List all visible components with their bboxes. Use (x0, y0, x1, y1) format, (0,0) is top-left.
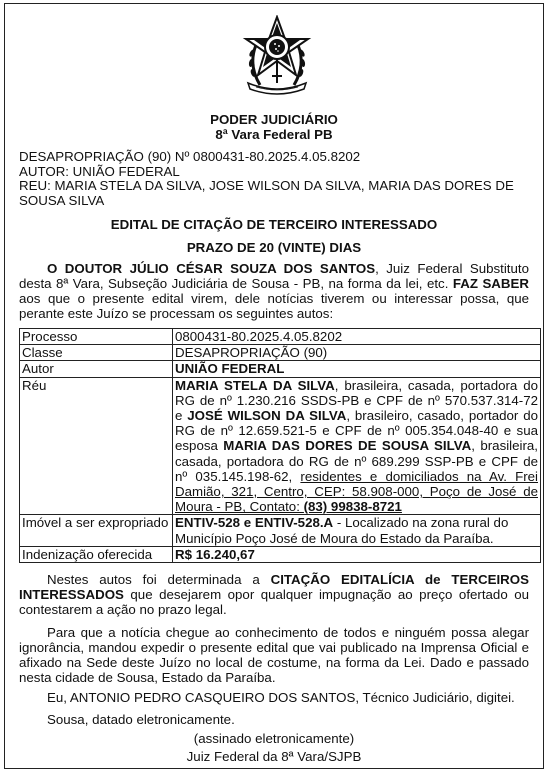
date-paragraph: Sousa, datado eletronicamente. (47, 712, 235, 727)
case-autor: AUTOR: UNIÃO FEDERAL (19, 163, 180, 179)
judge-name: O DOUTOR JÚLIO CÉSAR SOUZA DOS SANTOS (47, 261, 376, 276)
table-row-reu (20, 377, 541, 515)
value-indenizacao (173, 546, 541, 562)
case-details-table (19, 328, 541, 563)
table-row-classe (20, 345, 541, 361)
value-autor (173, 361, 541, 377)
table-row-processo (20, 329, 541, 345)
table-row-indenizacao (20, 546, 541, 562)
reu-address: residentes e domiciliados na Av. Frei Damião, 321, Centro, CEP: 58.908-000, Poço de José de Moura - PB, Contato: (175, 468, 538, 515)
citation-paragraph (19, 572, 529, 617)
autor-name: UNIÃO FEDERAL (175, 361, 285, 377)
case-number: DESAPROPRIAÇÃO (90) Nº 0800431-80.2025.4.05.8202 (19, 149, 361, 164)
reu-name-3: MARIA DAS DORES DE SOUSA SILVA (223, 438, 472, 454)
reu-text-3: , brasileira, casada, portadora do RG de nº 689.299 SSP-PB e CPF de nº 035.145.198-62, (175, 438, 538, 484)
typist-paragraph: Eu, ANTONIO PEDRO CASQUEIRO DOS SANTOS, Técnico Judiciário, digitei. (47, 690, 515, 705)
table-row-autor (20, 361, 541, 377)
intro-text-2: aos que o presente edital virem, dele notícias tiverem ou interessar possa, que perante este Juízo se processam os seguintes autos: (19, 291, 529, 321)
value-reu (173, 377, 541, 515)
imovel-text: - Localizado na zona rural do Município Poço José de Moura do Estado da Paraíba. (175, 515, 509, 546)
p2-bold: CITAÇÃO EDITALÍCIA de TERCEIROS INTERESSADOS (19, 572, 529, 602)
reu-name-1: MARIA STELA DA SILVA (175, 377, 335, 393)
label-imovel: Imóvel a ser expropriado (20, 515, 173, 546)
edital-frame (4, 3, 544, 769)
reu-phone: (83) 99838-8721 (303, 499, 402, 515)
label-processo: Processo (20, 329, 173, 345)
label-classe: Classe (20, 345, 173, 361)
case-reu: REU: MARIA STELA DA SILVA, JOSE WILSON DA SILVA, MARIA DAS DORES DE SOUSA SILVA (19, 178, 514, 209)
label-reu: Réu (20, 377, 173, 515)
intro-text-1: , Juiz Federal Substituto desta 8ª Vara, Subseção Judiciária de Sousa - PB, na forma da lei, etc. (19, 261, 529, 291)
p2-text-1: Nestes autos foi determinada a (47, 572, 271, 587)
intro-paragraph (19, 261, 529, 321)
signature-title: Juiz Federal da 8ª Vara/SJPB (186, 749, 362, 764)
edital-prazo: PRAZO DE 20 (VINTE) DIAS (186, 240, 362, 255)
court-heading: PODER JUDICIÁRIO (210, 112, 338, 127)
vara-heading: 8ª Vara Federal PB (215, 127, 333, 142)
reu-text-2: , brasileiro, casado, portador do RG de nº 12.659.521-5 e CPF de nº 005.354.048-40 e sua esposa (175, 408, 538, 454)
indenizacao-amount: R$ 16.240,67 (175, 546, 255, 562)
value-imovel (173, 515, 541, 546)
signature-note: (assinado eletronicamente) (193, 731, 355, 746)
case-info (19, 150, 529, 209)
reu-name-2: JOSÉ WILSON DA SILVA (187, 408, 347, 424)
label-autor: Autor (20, 361, 173, 377)
faz-saber: FAZ SABER (452, 276, 529, 291)
publication-paragraph: Para que a notícia chegue ao conhecimento de todos e ninguém possa alegar ignorância, mandou expedir o presente edital que vai publicado na Imprensa Oficial e afixado na Sede deste Juízo no local de costume, na forma da Lei. Dado e passado nesta cidade de Sousa, Estado da Paraíba. (19, 625, 529, 685)
edital-title: EDITAL DE CITAÇÃO DE TERCEIRO INTERESSADO (110, 217, 438, 232)
imovel-code: ENTIV-528 e ENTIV-528.A (175, 515, 334, 531)
reu-text-1: , brasileira, casada, portadora do RG de nº 1.230.216 SSDS-PB e CPF de nº 570.537.314-72 e (175, 377, 538, 424)
table-row-imovel (20, 515, 541, 546)
value-classe: DESAPROPRIAÇÃO (90) (173, 345, 541, 361)
p2-text-2: que desejarem opor qualquer impugnação ao preço ofertado ou contestarem a ação no prazo legal. (19, 587, 529, 617)
value-processo: 0800431-80.2025.4.05.8202 (173, 329, 541, 345)
coat-of-arms-emblem (242, 15, 312, 97)
label-indenizacao: Indenização oferecida (20, 546, 173, 562)
